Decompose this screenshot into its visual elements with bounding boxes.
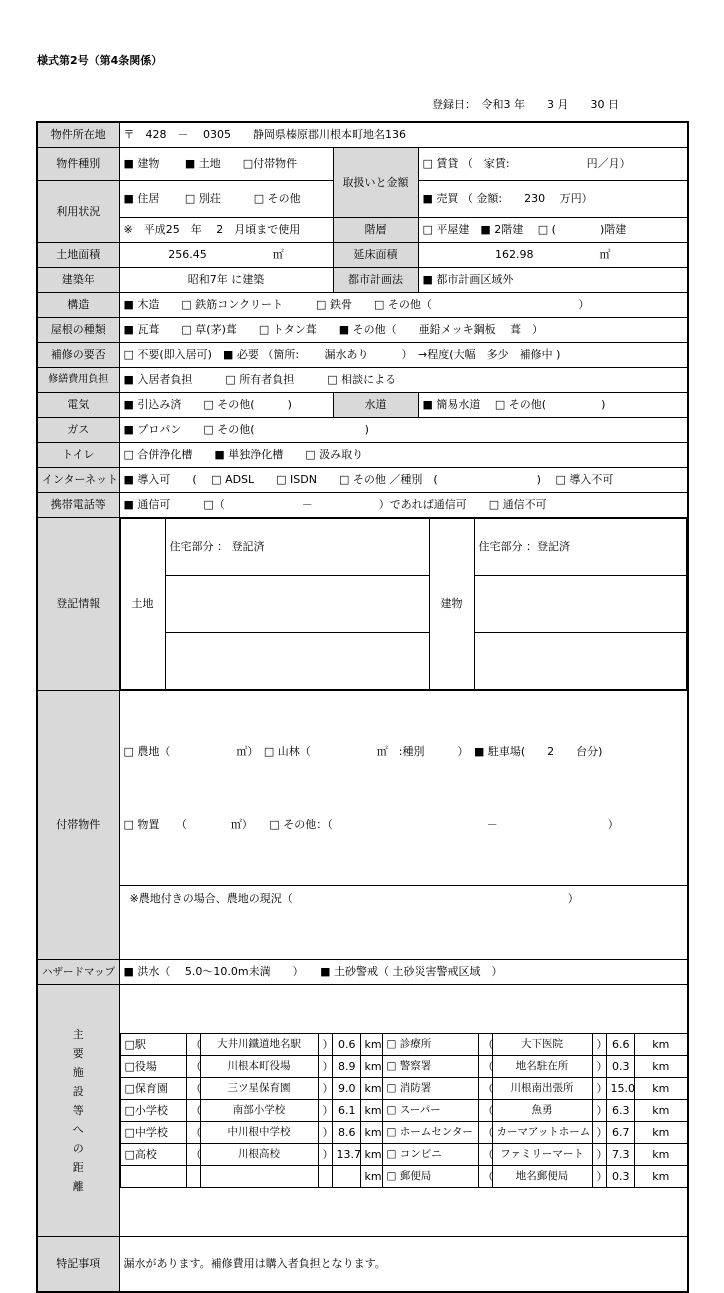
gas-label: ガス <box>37 418 119 443</box>
registry-land-label: 土地 <box>120 519 165 690</box>
row-repair-need <box>37 343 688 368</box>
facility-right-close-paren: ） <box>592 1056 606 1078</box>
facility-left-close-paren: ） <box>318 1122 332 1144</box>
facility-right-place: ファミリーマート <box>492 1144 592 1166</box>
facility-right-name: □ 郵便局 <box>382 1166 478 1188</box>
facility-left-open-paren: （ <box>186 1034 200 1056</box>
facilities-label: 主要施設等への距離 <box>37 985 119 1237</box>
type-label: 物件種別 <box>37 148 119 181</box>
registry-label: 登記情報 <box>37 518 119 691</box>
facility-right-open-paren: （ <box>478 1078 492 1100</box>
facility-right-open-paren: （ <box>478 1166 492 1188</box>
gas-value: ■ プロパン □ その他( ) <box>119 418 688 443</box>
registry-land-blank-1 <box>165 576 429 633</box>
facility-left-distance: 0.6 <box>332 1034 360 1056</box>
repair-cost-label: 修繕費用負担 <box>37 368 119 393</box>
electric-label: 電気 <box>37 393 119 418</box>
attached-label: 付帯物件 <box>37 691 119 960</box>
facility-right-unit: km <box>634 1056 687 1078</box>
usage-line2: ※ 平成25 年 2 月頃まで使用 <box>119 218 333 243</box>
location-value: 〒 428 － 0305 静岡県榛原郡川根本町地名136 <box>119 122 688 148</box>
row-built <box>37 268 688 293</box>
facility-left-name: □駅 <box>120 1034 186 1056</box>
facility-left-close-paren: ） <box>318 1078 332 1100</box>
facility-left-open-paren: （ <box>186 1144 200 1166</box>
attached-line3: ※農地付きの場合、農地の現況（ ） <box>120 885 688 911</box>
roof-label: 屋根の種類 <box>37 318 119 343</box>
facility-right-place: 魚勇 <box>492 1100 592 1122</box>
facility-left-close-paren <box>318 1166 332 1188</box>
facility-left-close-paren: ） <box>318 1144 332 1166</box>
built-year-value: 昭和7年 に建築 <box>119 268 333 293</box>
facility-left-close-paren: ） <box>318 1100 332 1122</box>
facility-left-distance: 13.7 <box>332 1144 360 1166</box>
repair-need-value: □ 不要(即入居可) ■ 必要 （箇所: 漏水あり ） →程度(大幅 多少 補修中 ) <box>119 343 688 368</box>
repair-need-label: 補修の要否 <box>37 343 119 368</box>
registry-land-status: 住宅部分 ： 登記済 <box>165 519 429 576</box>
facility-right-distance: 7.3 <box>606 1144 634 1166</box>
facility-right-name: □ 警察署 <box>382 1056 478 1078</box>
registry-land-blank-2 <box>165 633 429 690</box>
facility-left-distance: 8.9 <box>332 1056 360 1078</box>
registration-date: 登録日： 令和3 年 3 月 30 日 <box>432 98 619 111</box>
row-structure <box>37 293 688 318</box>
facility-right-distance: 6.7 <box>606 1122 634 1144</box>
facilities-cell <box>119 985 688 1237</box>
facility-left-close-paren: ） <box>318 1056 332 1078</box>
facility-row <box>120 1078 687 1100</box>
row-repair-cost <box>37 368 688 393</box>
row-toilet <box>37 443 688 468</box>
facility-left-unit: km <box>360 1166 382 1188</box>
facility-left-name: □役場 <box>120 1056 186 1078</box>
facility-left-place: 中川根中学校 <box>200 1122 318 1144</box>
facility-row <box>120 1034 687 1056</box>
facility-right-unit: km <box>634 1166 687 1188</box>
facility-right-close-paren: ） <box>592 1122 606 1144</box>
property-form <box>36 121 689 1293</box>
facility-right-unit: km <box>634 1122 687 1144</box>
attached-cell <box>119 691 688 960</box>
hazard-value: ■ 洪水（ 5.0～10.0m未満 ） ■ 土砂警戒（ 土砂災害警戒区域 ） <box>119 960 688 985</box>
facility-left-open-paren <box>186 1166 200 1188</box>
row-roof <box>37 318 688 343</box>
row-attached <box>37 691 688 960</box>
land-area-value <box>119 243 333 268</box>
internet-label: インターネット <box>37 468 119 493</box>
facility-right-name: □ スーパー <box>382 1100 478 1122</box>
facility-row <box>120 1122 687 1144</box>
form-title: 様式第2号（第4条関係） <box>37 54 163 67</box>
hazard-label: ハザードマップ <box>37 960 119 985</box>
facility-left-distance: 9.0 <box>332 1078 360 1100</box>
facility-right-close-paren: ） <box>592 1166 606 1188</box>
row-registry <box>37 518 688 691</box>
row-type <box>37 148 688 181</box>
registry-building-blank-2 <box>474 633 687 690</box>
location-label: 物件所在地 <box>37 122 119 148</box>
facility-right-distance: 6.3 <box>606 1100 634 1122</box>
facility-right-open-paren: （ <box>478 1144 492 1166</box>
floors-label: 階層 <box>333 218 418 243</box>
facility-left-distance: 6.1 <box>332 1100 360 1122</box>
handling-label: 取扱いと金額 <box>333 148 418 218</box>
floor-area-value <box>418 243 688 268</box>
repair-cost-value: ■ 入居者負担 □ 所有者負担 □ 相談による <box>119 368 688 393</box>
facility-left-unit: km <box>360 1034 382 1056</box>
usage-label: 利用状況 <box>37 181 119 243</box>
facility-right-unit: km <box>634 1034 687 1056</box>
facility-left-unit: km <box>360 1078 382 1100</box>
facility-left-name: □中学校 <box>120 1122 186 1144</box>
structure-value: ■ 木造 □ 鉄筋コンクリート □ 鉄骨 □ その他（ ） <box>119 293 688 318</box>
facility-row <box>120 1056 687 1078</box>
roof-value: ■ 瓦葺 □ 草(茅)葺 □ トタン葺 ■ その他（ 亜鉛メッキ鋼板 葺 ） <box>119 318 688 343</box>
facility-right-name: □ 診療所 <box>382 1034 478 1056</box>
facility-left-place: 川根高校 <box>200 1144 318 1166</box>
facility-right-place: 地名駐在所 <box>492 1056 592 1078</box>
floor-area-label: 延床面積 <box>333 243 418 268</box>
facility-right-close-paren: ） <box>592 1144 606 1166</box>
facility-right-place: カーマアットホーム <box>492 1122 592 1144</box>
mobile-label: 携帯電話等 <box>37 493 119 518</box>
toilet-value: □ 合併浄化槽 ■ 単独浄化槽 □ 汲み取り <box>119 443 688 468</box>
facility-right-open-paren: （ <box>478 1122 492 1144</box>
facility-right-distance: 6.6 <box>606 1034 634 1056</box>
registry-cell <box>119 518 688 691</box>
facility-left-unit: km <box>360 1056 382 1078</box>
electric-value: ■ 引込み済 □ その他( ) <box>119 393 333 418</box>
facility-right-open-paren: （ <box>478 1056 492 1078</box>
facility-right-distance: 15.0 <box>606 1078 634 1100</box>
facility-left-open-paren: （ <box>186 1122 200 1144</box>
built-year-label: 建築年 <box>37 268 119 293</box>
facility-left-distance <box>332 1166 360 1188</box>
facility-left-unit: km <box>360 1144 382 1166</box>
facility-right-close-paren: ） <box>592 1078 606 1100</box>
facility-left-place: 南部小学校 <box>200 1100 318 1122</box>
city-plan-value: ■ 都市計画区域外 <box>418 268 688 293</box>
row-gas <box>37 418 688 443</box>
registry-building-status: 住宅部分 ：登記済 <box>474 519 687 576</box>
facility-left-place: 川根本町役場 <box>200 1056 318 1078</box>
attached-line2: □ 物置 （ ㎡） □ その他：（ － ） <box>123 818 619 831</box>
land-area-unit: ㎡ <box>272 248 284 261</box>
notes-value: 漏水があります。補修費用は購入者負担となります。 <box>119 1237 688 1293</box>
facility-right-name: □ 消防署 <box>382 1078 478 1100</box>
facility-left-open-paren: （ <box>186 1078 200 1100</box>
facility-right-close-paren: ） <box>592 1100 606 1122</box>
floor-area-unit: ㎡ <box>599 248 611 261</box>
facility-right-unit: km <box>634 1144 687 1166</box>
facility-right-open-paren: （ <box>478 1034 492 1056</box>
facility-left-name: □保育園 <box>120 1078 186 1100</box>
water-value: ■ 簡易水道 □ その他( ) <box>418 393 688 418</box>
facility-right-name: □ コンビニ <box>382 1144 478 1166</box>
usage-line1: ■ 住居 □ 別荘 □ その他 <box>119 181 333 218</box>
attached-line1: □ 農地（ ㎡） □ 山林（ ㎡ :種別 ） ■ 駐車場( 2 台分) <box>123 745 603 758</box>
facility-left-open-paren: （ <box>186 1100 200 1122</box>
row-area <box>37 243 688 268</box>
row-hazard <box>37 960 688 985</box>
land-area-number: 256.45 <box>168 248 207 261</box>
internet-value: ■ 導入可 ( □ ADSL □ ISDN □ その他 ／種別 ( ) □ 導入不可 <box>119 468 688 493</box>
row-location <box>37 122 688 148</box>
floor-area-number: 162.98 <box>495 248 534 261</box>
land-area-label: 土地面積 <box>37 243 119 268</box>
row-facilities <box>37 985 688 1237</box>
facility-left-place <box>200 1166 318 1188</box>
facility-right-name: □ ホームセンター <box>382 1122 478 1144</box>
facility-left-name: □小学校 <box>120 1100 186 1122</box>
registry-table <box>120 518 688 690</box>
facility-row <box>120 1144 687 1166</box>
facility-left-unit: km <box>360 1100 382 1122</box>
facility-right-unit: km <box>634 1100 687 1122</box>
facility-left-close-paren: ） <box>318 1034 332 1056</box>
facility-right-place: 大下医院 <box>492 1034 592 1056</box>
type-value: ■ 建物 ■ 土地 □付帯物件 <box>119 148 333 181</box>
structure-label: 構造 <box>37 293 119 318</box>
facility-right-place: 地名郵便局 <box>492 1166 592 1188</box>
row-notes <box>37 1237 688 1293</box>
water-label: 水道 <box>333 393 418 418</box>
row-internet <box>37 468 688 493</box>
facility-row <box>120 1100 687 1122</box>
rent-value: □ 賃貸 （ 家賃: 円／月） <box>418 148 688 181</box>
sale-value: ■ 売買 （ 金額: 230 万円） <box>418 181 688 218</box>
facility-left-place: 大井川鐵道地名駅 <box>200 1034 318 1056</box>
facility-left-place: 三ツ星保育園 <box>200 1078 318 1100</box>
facility-right-place: 川根南出張所 <box>492 1078 592 1100</box>
facility-right-open-paren: （ <box>478 1100 492 1122</box>
facility-left-name: □高校 <box>120 1144 186 1166</box>
facility-right-unit: km <box>634 1078 687 1100</box>
facilities-table <box>120 1033 688 1188</box>
facility-left-unit: km <box>360 1122 382 1144</box>
city-plan-label: 都市計画法 <box>333 268 418 293</box>
facility-right-distance: 0.3 <box>606 1056 634 1078</box>
registry-building-label: 建物 <box>429 519 474 690</box>
facility-left-name <box>120 1166 186 1188</box>
mobile-value: ■ 通信可 □（ － ）であれば通信可 □ 通信不可 <box>119 493 688 518</box>
facility-right-close-paren: ） <box>592 1034 606 1056</box>
row-usage-2 <box>37 218 688 243</box>
facility-row <box>120 1166 687 1188</box>
toilet-label: トイレ <box>37 443 119 468</box>
row-utilities <box>37 393 688 418</box>
notes-label: 特記事項 <box>37 1237 119 1293</box>
facility-right-distance: 0.3 <box>606 1166 634 1188</box>
registry-building-blank-1 <box>474 576 687 633</box>
facility-left-distance: 8.6 <box>332 1122 360 1144</box>
floors-value: □ 平屋建 ■ 2階建 □ ( )階建 <box>418 218 688 243</box>
facility-left-open-paren: （ <box>186 1056 200 1078</box>
